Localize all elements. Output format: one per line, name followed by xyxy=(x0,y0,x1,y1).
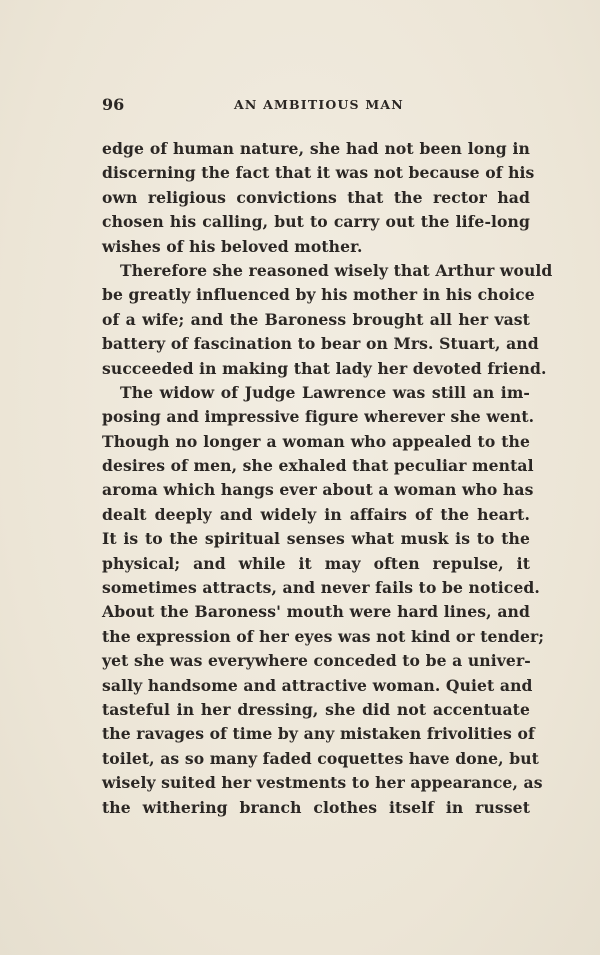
page-number: 96 xyxy=(102,95,125,114)
text-line: posing and impressive figure wherever she went. xyxy=(102,407,535,427)
text-line: desires of men, she exhaled that peculiar mental xyxy=(102,456,534,476)
text-line: edge of human nature, she had not been long in xyxy=(102,139,530,158)
text-line: sometimes attracts, and never fails to be noticed. xyxy=(102,578,540,598)
text-line: About the Baroness' mouth were hard lines, and xyxy=(102,602,530,622)
text-line: tasteful in her dressing, she did not accentuate xyxy=(102,699,530,719)
text-line: aroma which hangs ever about a woman who has xyxy=(102,480,534,500)
text-line: be greatly influenced by his mother in his choice xyxy=(102,285,535,305)
text-line: It is to the spiritual senses what musk is to the xyxy=(102,529,530,549)
text-line: dealt deeply and widely in affairs of the heart. xyxy=(102,504,530,524)
text-line: wishes of his beloved mother. xyxy=(102,236,363,256)
text-line: Though no longer a woman who appealed to the xyxy=(102,431,530,451)
text-line: the expression of her eyes was not kind or tender; xyxy=(102,626,545,646)
text-line: toilet, as so many faded coquettes have done, but xyxy=(102,748,539,768)
text-line: physical; and while it may often repulse, it xyxy=(102,553,530,573)
page-body-text xyxy=(102,137,553,820)
text-line: of a wife; and the Baroness brought all her vast xyxy=(102,309,530,329)
page-header xyxy=(102,95,530,115)
text-line: the withering branch clothes itself in russet xyxy=(102,797,530,817)
text-line: succeeded in making that lady her devoted friend. xyxy=(102,358,547,378)
text-line: wisely suited her vestments to her appearance, as xyxy=(102,773,543,793)
running-title: AN AMBITIOUS MAN xyxy=(234,97,404,112)
text-line: Therefore she reasoned wisely that Arthur would xyxy=(120,260,553,280)
text-line: The widow of Judge Lawrence was still an im- xyxy=(120,382,530,402)
text-line: battery of fascination to bear on Mrs. Stuart, and xyxy=(102,334,539,354)
text-line: the ravages of time by any mistaken frivolities of xyxy=(102,724,535,744)
text-line: chosen his calling, but to carry out the life-long xyxy=(102,212,530,232)
text-line: sally handsome and attractive woman. Quiet and xyxy=(102,675,533,695)
text-line: yet she was everywhere conceded to be a univer- xyxy=(102,651,531,671)
text-line: discerning the fact that it was not because of his xyxy=(102,163,535,183)
text-line: own religious convictions that the rector had xyxy=(102,187,530,207)
